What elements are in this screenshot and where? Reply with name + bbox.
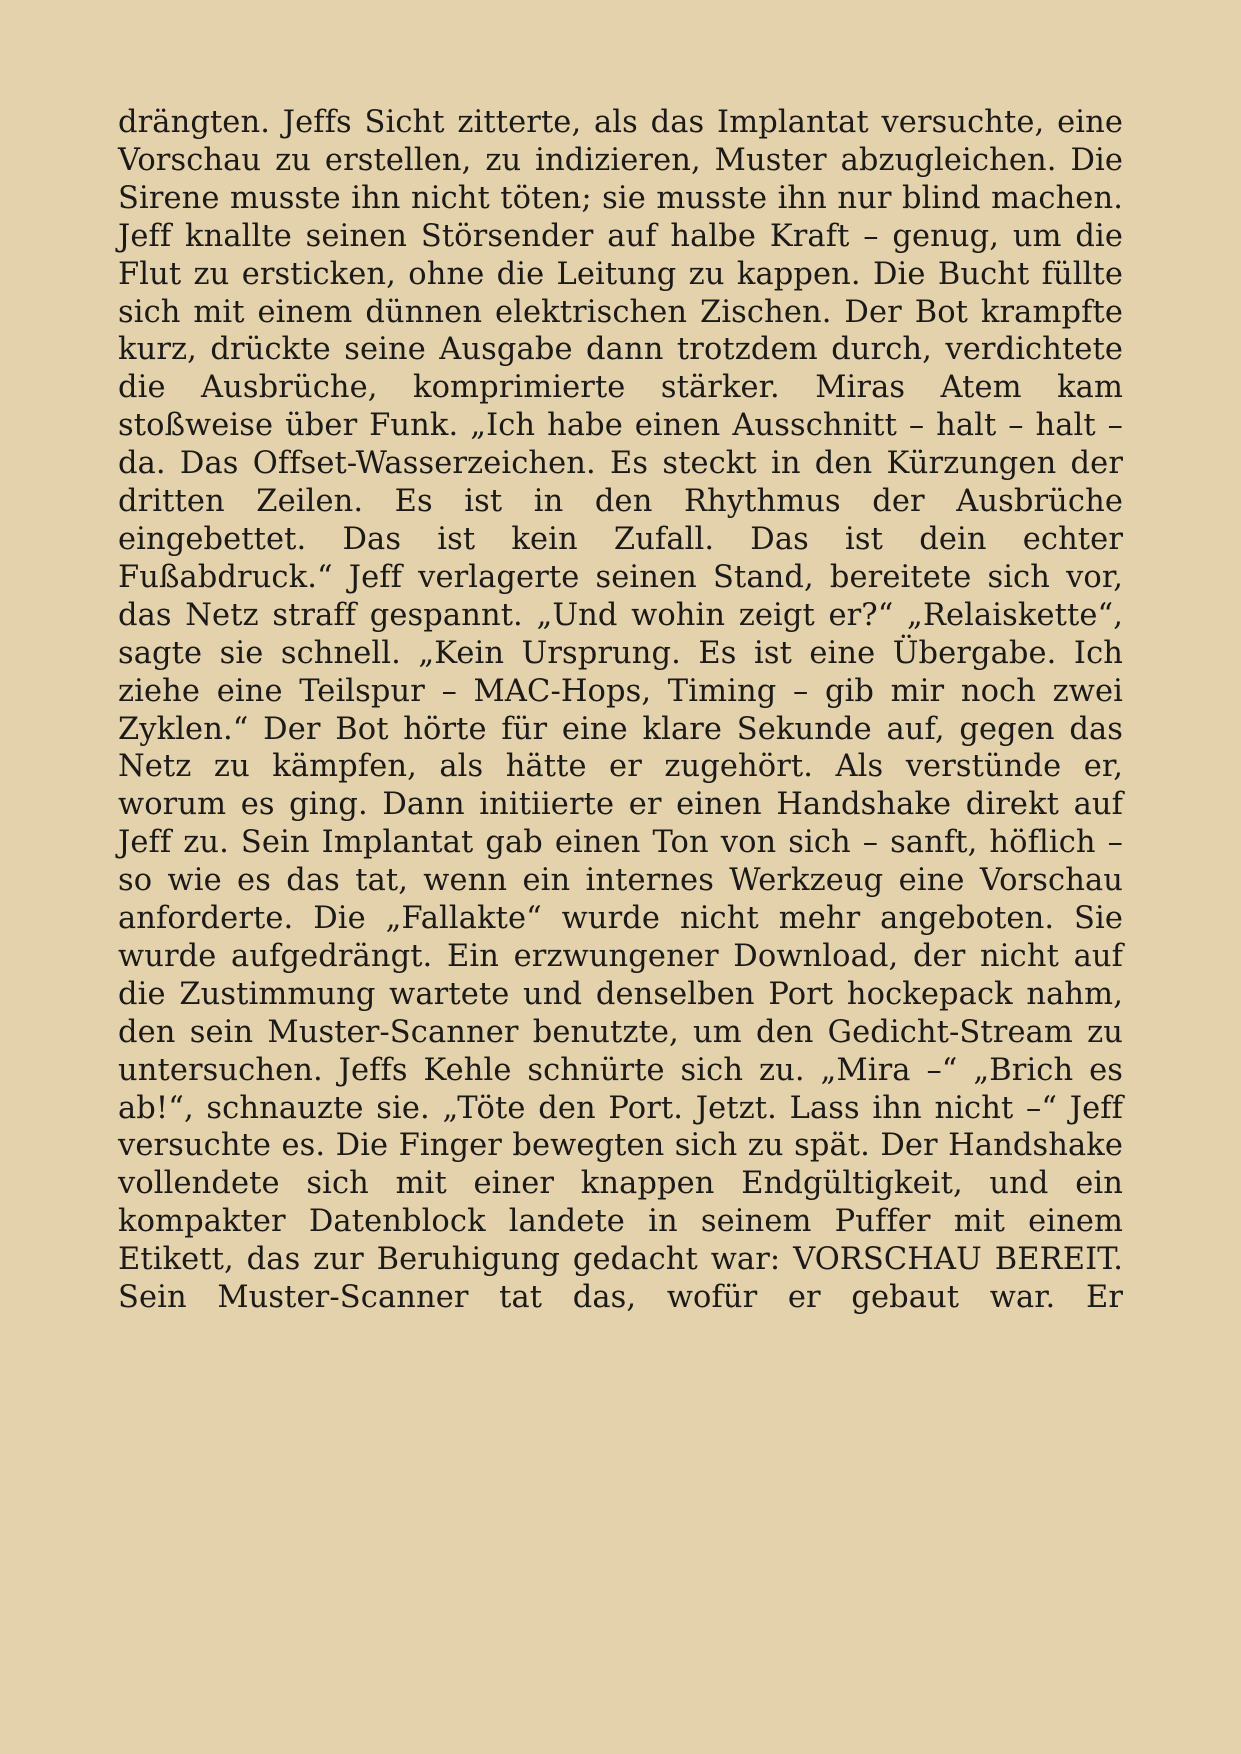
paragraph: drängten. Jeffs Sicht zitterte, als das Implantat versuchte, eine Vorschau zu erstellen, zu indizieren, Muster abzugleichen. Die Sirene musste ihn nicht töten; sie musste ihn nur blind machen. Jeff knallte seinen Störsender auf halbe Kraft – genug, um die Flut zu ersticken, ohne die Leitung zu kappen. Die Bucht füllte sich mit einem dünnen elektrischen Zischen. Der Bot krampfte kurz, drückte seine Ausgabe dann trotzdem durch, verdichtete die Ausbrüche, komprimierte stärker. Miras Atem kam stoßweise über Funk. „Ich habe einen Ausschnitt – halt – halt – da. Das Offset-Wasserzeichen. Es steckt in den Kürzungen der dritten Zeilen. Es ist in den Rhythmus der Ausbrüche eingebettet. Das ist kein Zufall. Das ist dein echter Fußabdruck.“ Jeff verlagerte seinen Stand, bereitete sich vor, das Netz straff gespannt. „Und wohin zeigt er?“ „Relaiskette“, sagte sie schnell. „Kein Ursprung. Es ist eine Übergabe. Ich ziehe eine Teilspur – MAC-Hops, Timing – gib mir noch zwei Zyklen.“ Der Bot hörte für eine klare Sekunde auf, gegen das Netz zu kämpfen, als hätte er zugehört. Als verstünde er, worum es ging. Dann initiierte er einen Handshake direkt auf Jeff zu. Sein Implantat gab einen Ton von sich – sanft, höflich – so wie es das tat, wenn ein internes Werkzeug eine Vorschau anforderte. Die „Fallakte“ wurde nicht mehr angeboten. Sie wurde aufgedrängt. Ein erzwungener Download, der nicht auf die Zustimmung wartete und denselben Port hockepack nahm, den sein Muster-Scanner benutzte, um den Gedicht-Stream zu untersuchen. Jeffs Kehle schnürte sich zu. „Mira –“ „Brich es ab!“, schnauzte sie. „Töte den Port. Jetzt. Lass ihn nicht –“ Jeff versuchte es. Die Finger bewegten sich zu spät. Der Handshake vollendete sich mit einer knappen Endgültigkeit, und ein kompakter Datenblock landete in seinem Puffer mit einem Etikett, das zur Beruhigung gedacht war: VORSCHAU BEREIT. Sein Muster-Scanner tat das, wofür er gebaut war. Er bbox=[118, 105, 1123, 1316]
body-text-column bbox=[118, 104, 1123, 1317]
